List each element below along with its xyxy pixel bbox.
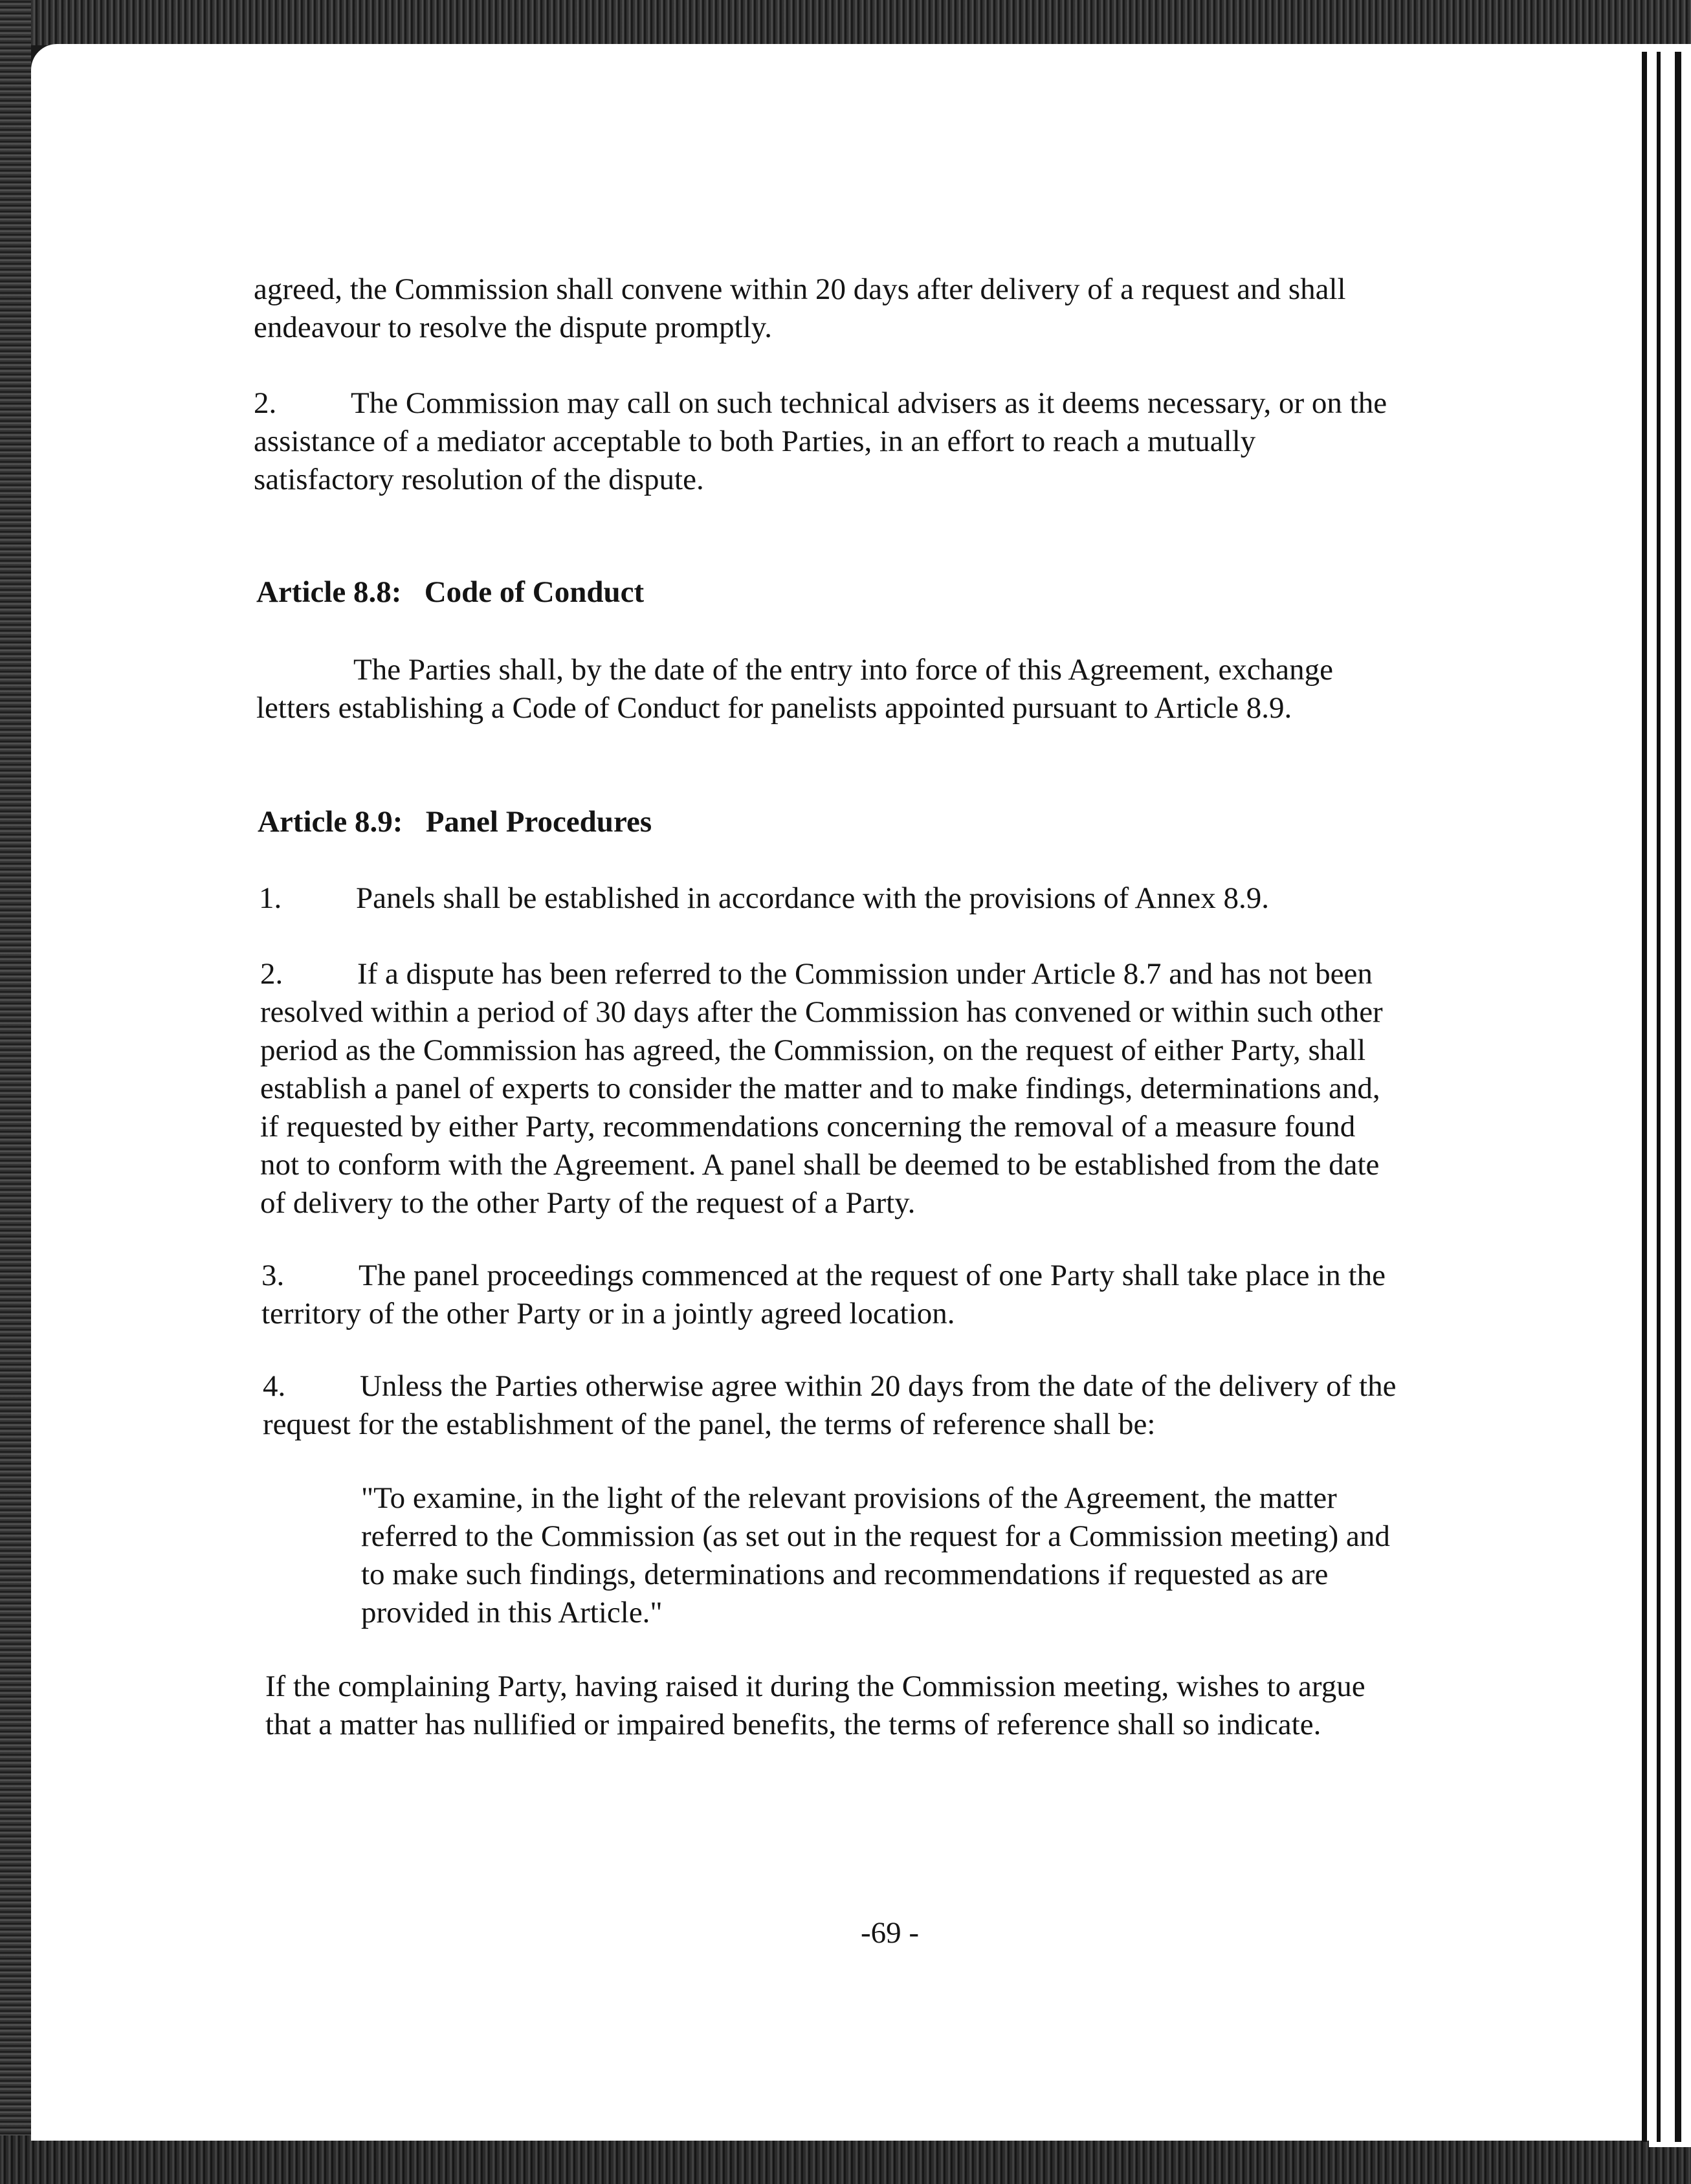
heading-number: Article 8.9:: [258, 805, 403, 839]
text-line: of delivery to the other Party of the request of a Party.: [260, 1186, 916, 1220]
page-right-margin: [1649, 44, 1691, 2147]
text-line: to make such findings, determinations and recommendations if requested as are: [361, 1558, 1329, 1591]
heading-title: Panel Procedures: [425, 805, 652, 839]
scan-bottom-edge: [0, 2135, 1691, 2184]
text-line: resolved within a period of 30 days after the Commission has convened or within such other: [260, 995, 1383, 1029]
paragraph-number: 2.: [260, 957, 283, 991]
article-8-9-paragraph-1: [259, 879, 1269, 918]
text-line: Unless the Parties otherwise agree within 20 days from the date of the delivery of the: [360, 1369, 1397, 1403]
text-line: not to conform with the Agreement. A panel shall be deemed to be established from the date: [260, 1148, 1380, 1182]
text-line: establish a panel of experts to consider the matter and to make findings, determinations and,: [260, 1072, 1380, 1105]
paragraph-first-line: [263, 1367, 1396, 1406]
text-line: If a dispute has been referred to the Commission under Article 8.7 and has not been: [357, 957, 1373, 991]
text-line: provided in this Article.": [361, 1596, 663, 1629]
text-line: satisfactory resolution of the dispute.: [254, 463, 704, 496]
paragraph-first-line: [260, 955, 1373, 993]
article-8-9-heading: [258, 803, 652, 841]
paragraph-first-line: [254, 384, 1387, 423]
paragraph-number: 1.: [259, 881, 282, 915]
binding-line: [1675, 52, 1681, 2142]
text-line: assistance of a mediator acceptable to both Parties, in an effort to reach a mutually: [254, 425, 1256, 458]
text-line: letters establishing a Code of Conduct for panelists appointed pursuant to Article 8.9.: [256, 691, 1292, 725]
paragraph-number: 4.: [263, 1369, 286, 1403]
text-line: "To examine, in the light of the relevant provisions of the Agreement, the matter: [361, 1481, 1337, 1515]
binding-line: [1657, 52, 1661, 2142]
text-line: The Parties shall, by the date of the entry into force of this Agreement, exchange: [353, 653, 1333, 687]
text-line: period as the Commission has agreed, the Commission, on the request of either Party, shall: [260, 1033, 1366, 1067]
scan-left-edge: [0, 0, 31, 2184]
text-line: agreed, the Commission shall convene within 20 days after delivery of a request and shall: [254, 272, 1346, 306]
text-line: that a matter has nullified or impaired benefits, the terms of reference shall so indicate.: [265, 1708, 1321, 1741]
text-line: The Commission may call on such technical advisers as it deems necessary, or on the: [351, 386, 1387, 420]
binding-line: [1642, 52, 1647, 2142]
text-line: endeavour to resolve the dispute promptly.: [254, 311, 772, 344]
paragraph-first-line: [261, 1257, 1386, 1295]
text-line: If the complaining Party, having raised it during the Commission meeting, wishes to argue: [265, 1670, 1365, 1703]
paragraph-number: 2.: [254, 386, 277, 420]
text-line: if requested by either Party, recommendations concerning the removal of a measure found: [260, 1110, 1356, 1143]
paragraph-number: 3.: [261, 1259, 285, 1292]
text-line: referred to the Commission (as set out in the request for a Commission meeting) and: [361, 1519, 1390, 1553]
text-line: Panels shall be established in accordance with the provisions of Annex 8.9.: [356, 881, 1269, 915]
page-number: -69 -: [861, 1916, 920, 1950]
text-line: request for the establishment of the panel, the terms of reference shall be:: [263, 1407, 1156, 1441]
heading-title: Code of Conduct: [424, 575, 645, 609]
article-8-8-heading: [256, 573, 644, 612]
scan-top-edge: [0, 0, 1691, 45]
text-line: territory of the other Party or in a jointly agreed location.: [261, 1297, 955, 1330]
heading-number: Article 8.8:: [256, 575, 402, 609]
text-line: The panel proceedings commenced at the request of one Party shall take place in the: [359, 1259, 1386, 1292]
